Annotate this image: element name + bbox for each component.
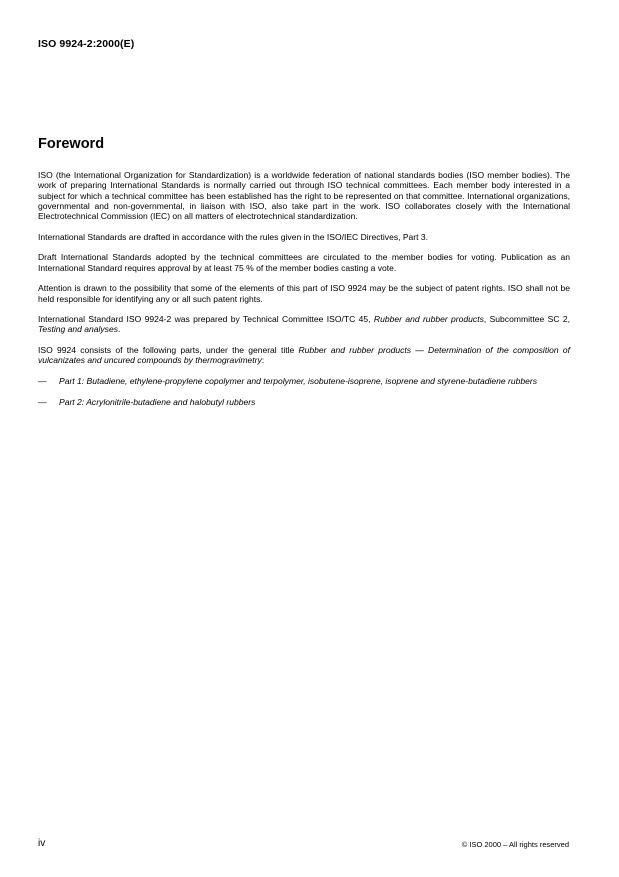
parts-intro-text-a: ISO 9924 consists of the following parts, under the general title (38, 345, 299, 356)
list-item-part-2 (38, 397, 570, 407)
paragraph-iso-overview: ISO (the International Organization for Standardization) is a worldwide federation of national standards bodies (ISO member bodies). The work of preparing International Standards is normally carried out through ISO technical committees. Each member body interested in a subject for which a technical committee has been established has the right to be represented on that committee. International organizations, governmental and non-governmental, in liaison with ISO, also take part in the work. ISO collaborates closely with the International Electrotechnical Commission (IEC) on all matters of electrotechnical standardization. (38, 170, 570, 222)
paragraph-prepared-by (38, 314, 570, 335)
copyright-notice: © ISO 2000 – All rights reserved (461, 840, 569, 849)
part-2-title: Part 2: Acrylonitrile-butadiene and halobutyl rubbers (59, 396, 256, 407)
general-title: Rubber and rubber products — Determination of the composition of vulcanizates and uncured compounds by thermogravimetry (38, 345, 570, 366)
paragraph-drafting-rules: International Standards are drafted in accordance with the rules given in the ISO/IEC Directives, Part 3. (38, 231, 429, 242)
document-id-header: ISO 9924-2:2000(E) (38, 38, 135, 50)
page-number: iv (38, 838, 46, 849)
foreword-body (38, 170, 570, 417)
subcommittee-title: Testing and analyses (38, 324, 118, 335)
section-title: Foreword (38, 136, 105, 152)
paragraph-voting: Draft International Standards adopted by the technical committees are circulated to the member bodies for voting. Publication as an International Standard requires approval by at least 75 % of the member bodies casting a vote. (38, 252, 570, 273)
paragraph-parts-intro (38, 345, 570, 366)
prepared-by-text-a: International Standard ISO 9924-2 was prepared by Technical Committee ISO/TC 45, (38, 314, 374, 325)
prepared-by-text-c: . (118, 324, 121, 335)
dash-bullet: — (38, 375, 47, 386)
dash-bullet: — (38, 396, 47, 407)
list-item-part-1 (38, 376, 570, 386)
part-1-title: Part 1: Butadiene, ethylene-propylene copolymer and terpolymer, isobutene-isoprene, isoprene and styrene-butadiene rubbers (59, 375, 537, 386)
prepared-by-text-b: , Subcommittee SC 2, (483, 314, 570, 325)
parts-intro-text-b: : (261, 355, 265, 366)
paragraph-patent-rights: Attention is drawn to the possibility that some of the elements of this part of ISO 9924 may be the subject of patent rights. ISO shall not be held responsible for identifying any or all such patent rights. (38, 283, 570, 304)
committee-title: Rubber and rubber products (373, 314, 484, 325)
